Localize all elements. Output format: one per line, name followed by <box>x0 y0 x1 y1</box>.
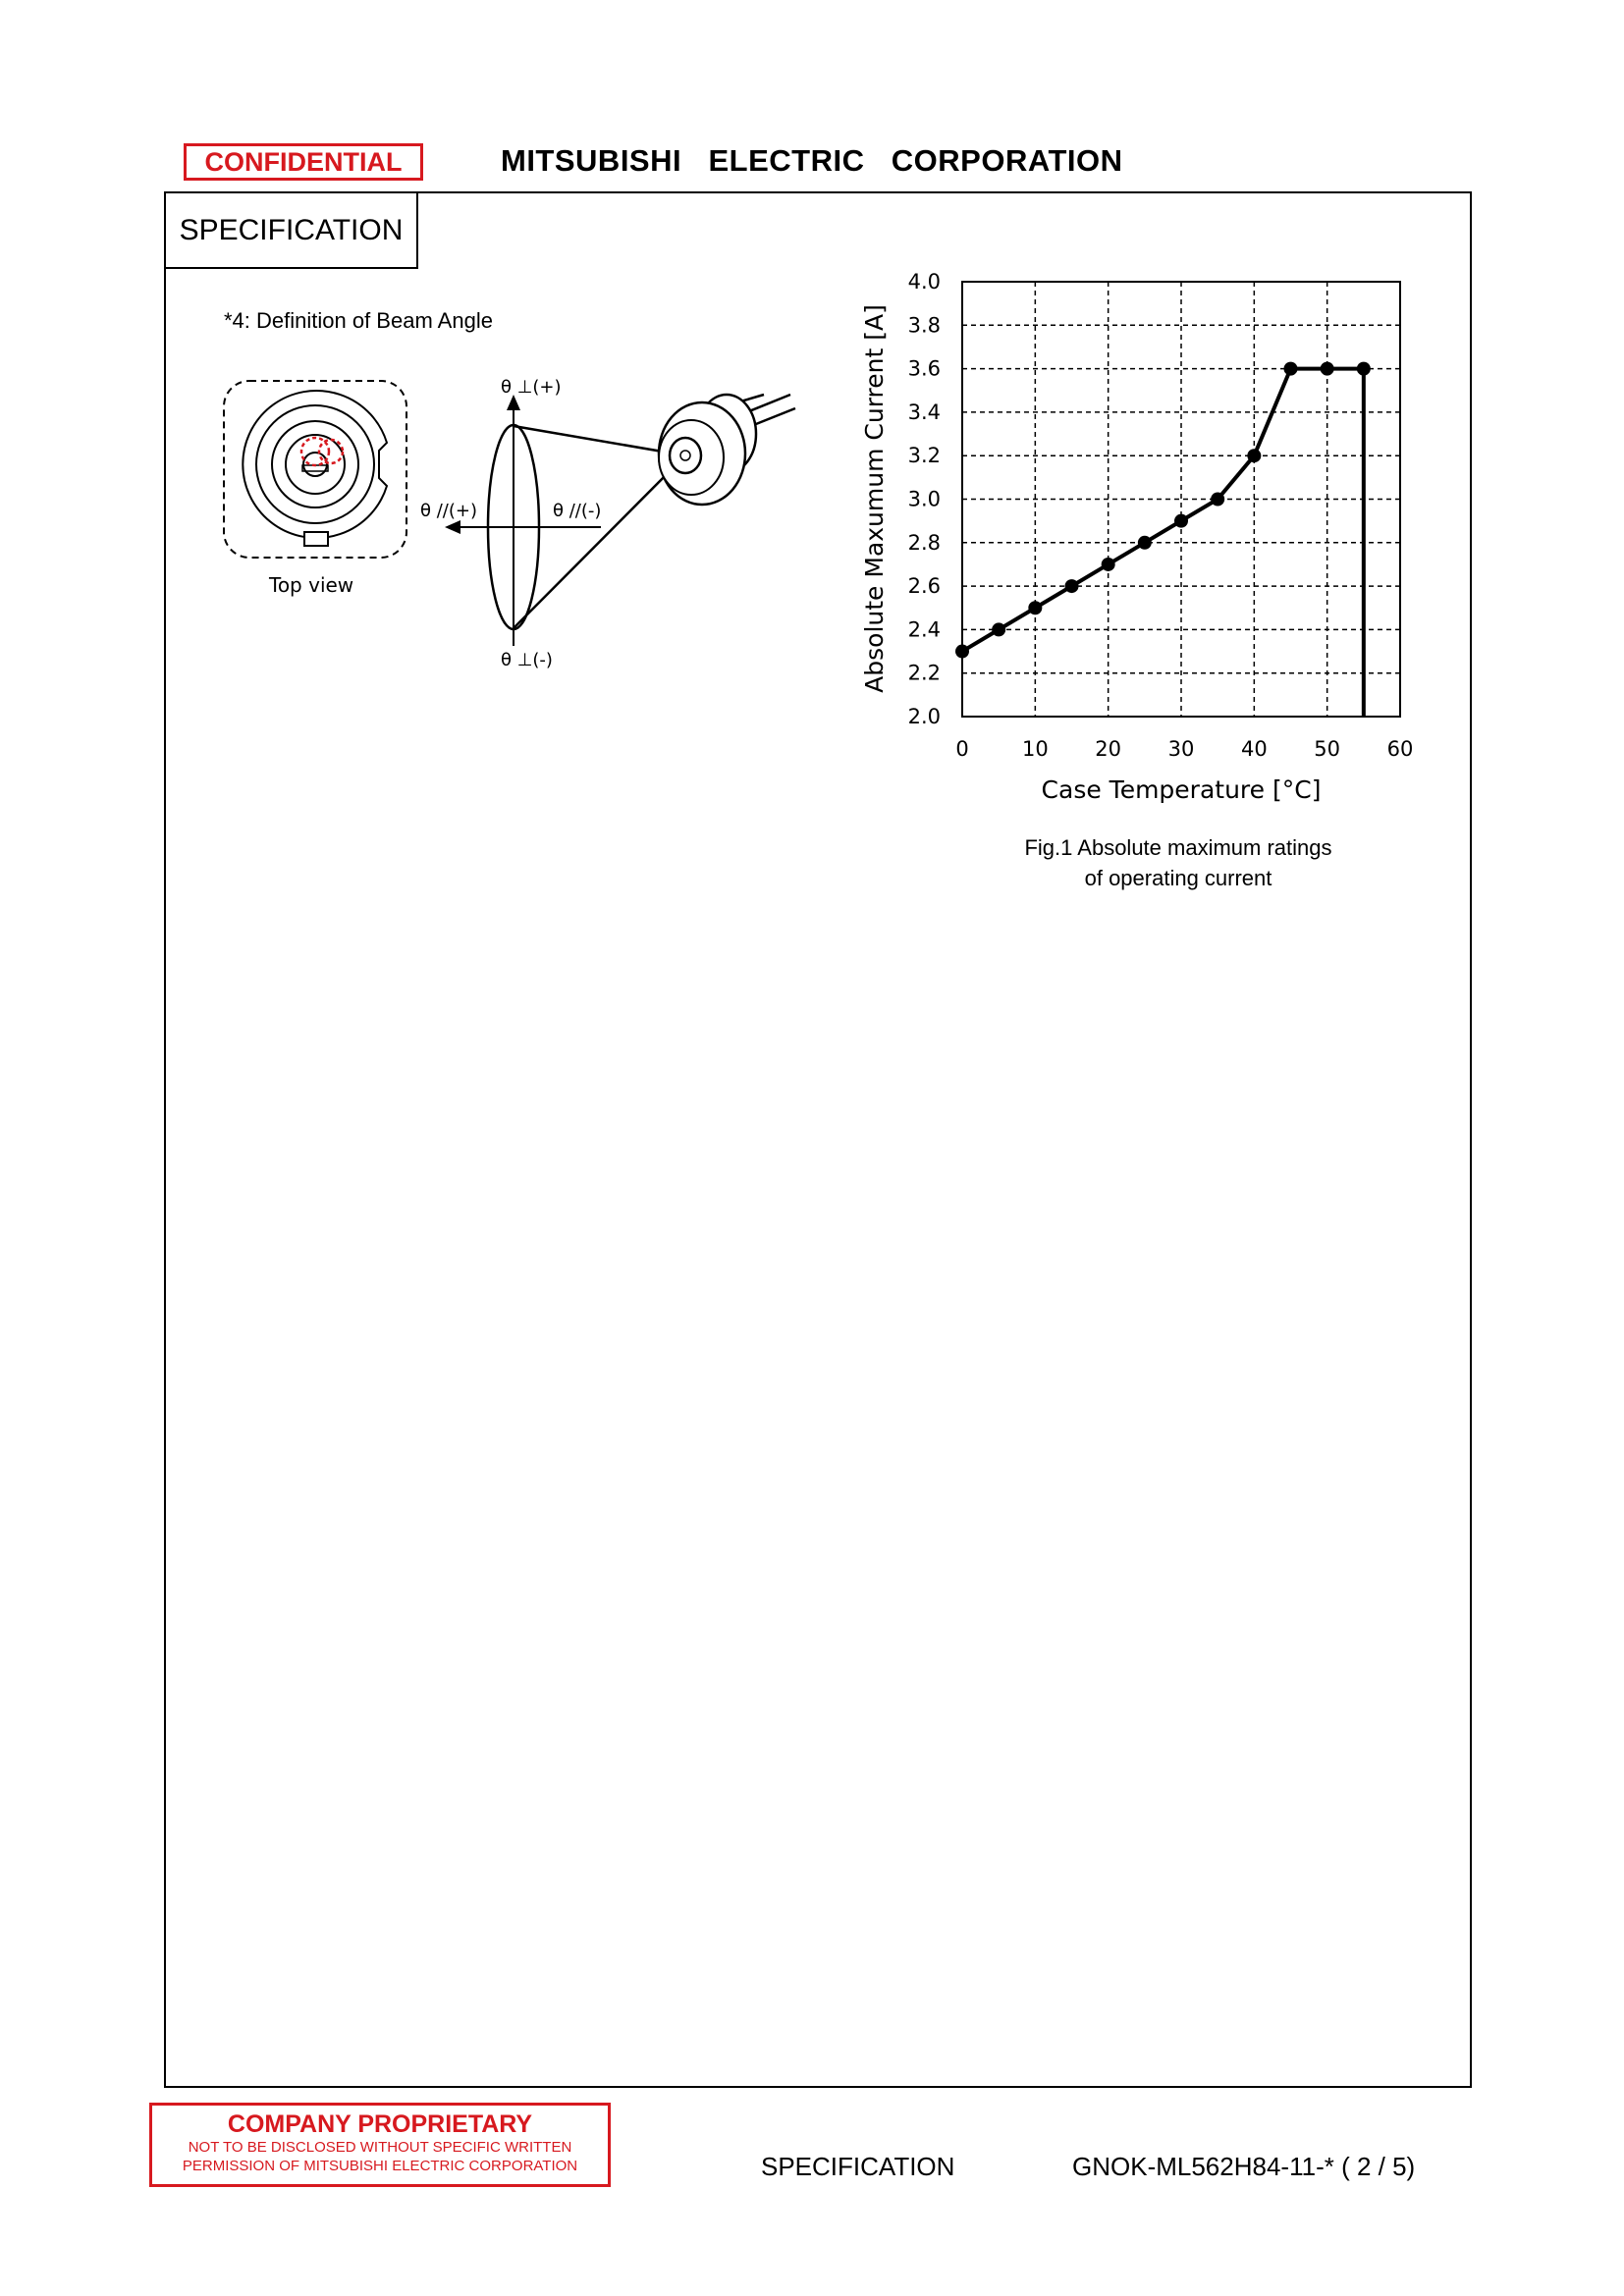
y-tick-label: 3.4 <box>907 400 941 424</box>
x-axis-label: Case Temperature [°C] <box>1041 775 1322 804</box>
data-point <box>1357 362 1371 376</box>
data-point <box>1247 449 1261 462</box>
data-point <box>1211 493 1224 507</box>
y-tick-label: 2.4 <box>907 617 941 642</box>
y-tick-label: 2.2 <box>907 661 941 685</box>
y-tick-label: 2.8 <box>907 530 941 555</box>
data-point <box>1065 579 1079 593</box>
y-tick-label: 2.6 <box>907 574 941 599</box>
data-point <box>1321 362 1334 376</box>
x-tick-label: 0 <box>955 737 969 761</box>
theta-par-minus-label: θ //(-) <box>553 501 602 521</box>
caption-line-2: of operating current <box>1084 866 1272 890</box>
x-tick-label: 20 <box>1095 737 1122 761</box>
y-tick-label: 2.0 <box>907 705 941 728</box>
company-name: MITSUBISHI ELECTRIC CORPORATION <box>501 143 1123 178</box>
figure-caption <box>982 832 1375 893</box>
y-tick-label: 4.0 <box>907 270 941 294</box>
y-tick-label: 3.2 <box>907 444 941 468</box>
data-point <box>1102 558 1115 571</box>
caption-line-1: Fig.1 Absolute maximum ratings <box>1024 835 1332 860</box>
laser-diode-icon <box>659 395 795 505</box>
y-axis-label: Absolute Maxumum Current [A] <box>860 304 889 693</box>
top-view-label: Top view <box>269 573 354 597</box>
proprietary-line-1: NOT TO BE DISCLOSED WITHOUT SPECIFIC WRITTEN <box>188 2139 572 2156</box>
data-point <box>1174 514 1188 528</box>
data-point <box>992 622 1005 636</box>
proprietary-notice <box>149 2103 611 2187</box>
beam-angle-figure <box>216 365 805 689</box>
beam-angle-note: *4: Definition of Beam Angle <box>224 308 493 333</box>
theta-perp-minus-label: θ ⊥(-) <box>501 650 553 670</box>
x-tick-label: 40 <box>1240 737 1268 761</box>
proprietary-title: COMPANY PROPRIETARY <box>227 2110 533 2138</box>
current-vs-temperature-chart <box>844 260 1434 820</box>
y-tick-label: 3.8 <box>907 313 941 338</box>
y-tick-label: 3.0 <box>907 487 941 511</box>
x-tick-label: 10 <box>1021 737 1049 761</box>
theta-perp-plus-label: θ ⊥(+) <box>501 377 562 398</box>
proprietary-line-2: PERMISSION OF MITSUBISHI ELECTRIC CORPORATION <box>182 2158 578 2174</box>
series-line <box>962 369 1364 717</box>
data-point <box>1138 536 1152 550</box>
confidential-badge: CONFIDENTIAL <box>184 143 423 181</box>
section-title: SPECIFICATION <box>164 191 418 269</box>
x-tick-label: 30 <box>1167 737 1195 761</box>
x-tick-label: 50 <box>1314 737 1341 761</box>
data-point <box>1284 362 1298 376</box>
data-point <box>955 645 969 659</box>
footer-spec-label: SPECIFICATION <box>761 2152 955 2181</box>
data-point <box>1028 601 1042 614</box>
top-view-icon <box>224 381 406 558</box>
y-tick-label: 3.6 <box>907 356 941 381</box>
theta-par-plus-label: θ //(+) <box>420 501 477 521</box>
footer-doc-code: GNOK-ML562H84-11-* ( 2 / 5) <box>1072 2152 1416 2181</box>
x-tick-label: 60 <box>1386 737 1414 761</box>
